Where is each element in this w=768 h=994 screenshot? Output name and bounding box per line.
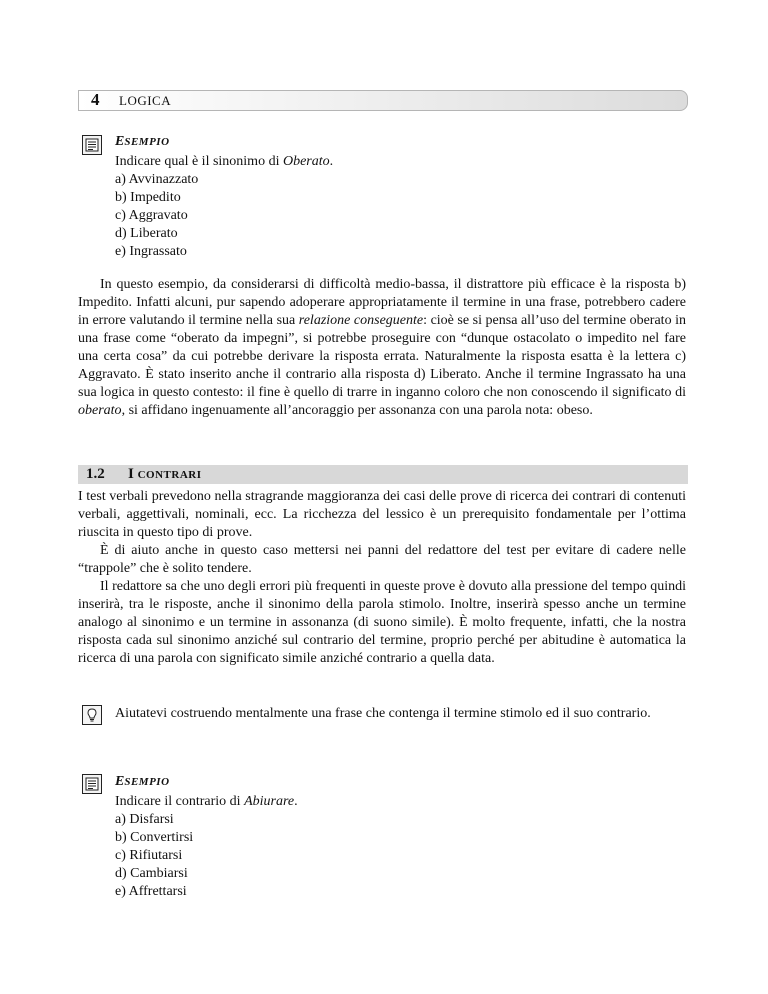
option: e) Ingrassato	[115, 244, 187, 259]
page-number: 4	[91, 90, 100, 109]
option: b) Convertirsi	[115, 830, 194, 845]
body-paragraph: È di aiuto anche in questo caso mettersi nei panni del redattore del test per evitare di cadere nelle “trappole” che è solito tendere.	[78, 543, 686, 576]
example-label: ESEMPIO	[115, 774, 170, 789]
running-header	[78, 90, 688, 111]
option: c) Rifiutarsi	[115, 848, 183, 863]
section-title: I CONTRARI	[128, 466, 202, 482]
example-icon	[82, 774, 102, 794]
example-question: Indicare il contrario di Abiurare.	[115, 794, 298, 809]
example-question: Indicare qual è il sinonimo di Oberato.	[115, 154, 334, 169]
section-heading	[78, 465, 688, 484]
section-number: 1.2	[86, 466, 105, 482]
lightbulb-icon	[82, 705, 102, 725]
option: a) Avvinazzato	[115, 172, 199, 187]
option: b) Impedito	[115, 190, 181, 205]
explanation-paragraph: In questo esempio, da considerarsi di difficoltà medio-bassa, il distrattore più efficace è la risposta b) Impedito. Infatti alcuni, pur sapendo adoperare appropriatamente il termine in una frase, potrebbero cadere in errore valutando il termine nella sua relazione conseguente: cioè se si pensa all’uso del termine oberato in una frase come “oberato da impegni”, si potrebbe proseguire con “dunque ostacolato o impedito nel fare una certa cosa” da cui potrebbe derivare la risposta errata. Naturalmente la risposta esatta è la lettera c) Aggravato. È stato inserito anche il contrario alla risposta d) Liberato. Anche il termine Ingrassato ha una sua logica in questo contesto: il fine è quello di trarre in inganno coloro che non conoscendo il significato di oberato, si affidano ingenuamente all’ancoraggio per assonanza con una parola nota: obeso.	[78, 277, 687, 418]
chapter-title: LOGICA	[119, 93, 172, 108]
option: d) Cambiarsi	[115, 866, 188, 881]
tip-text: Aiutatevi costruendo mentalmente una frase che contenga il termine stimolo ed il suo contrario.	[115, 706, 651, 721]
section-body	[78, 488, 686, 668]
example-label: ESEMPIO	[115, 134, 170, 149]
body-paragraph: I test verbali prevedono nella stragrande maggioranza dei casi delle prove di ricerca dei contrari di contenuti verbali, aggettivali, nominali, ecc. La ricchezza del lessico è un prerequisito fondamentale per l’ottima riuscita in questo tipo di prove.	[78, 489, 686, 540]
option: a) Disfarsi	[115, 812, 174, 827]
option: d) Liberato	[115, 226, 178, 241]
option: c) Aggravato	[115, 208, 188, 223]
option: e) Affrettarsi	[115, 884, 187, 899]
body-paragraph: Il redattore sa che uno degli errori più frequenti in queste prove è dovuto alla pressione del tempo quindi inserirà, tra le risposte, anche il sinonimo della parola stimolo. Inoltre, inserirà spesso anche un termine analogo al sinonimo e un termine in assonanza (di suono simile). È molto frequente, infatti, che la nostra risposta cada sul sinonimo anziché sul contrario del termine, proprio perché per abitudine è automatica la ricerca di una parola con significato simile anziché contrario a quella data.	[78, 579, 686, 666]
example-icon	[82, 135, 102, 155]
